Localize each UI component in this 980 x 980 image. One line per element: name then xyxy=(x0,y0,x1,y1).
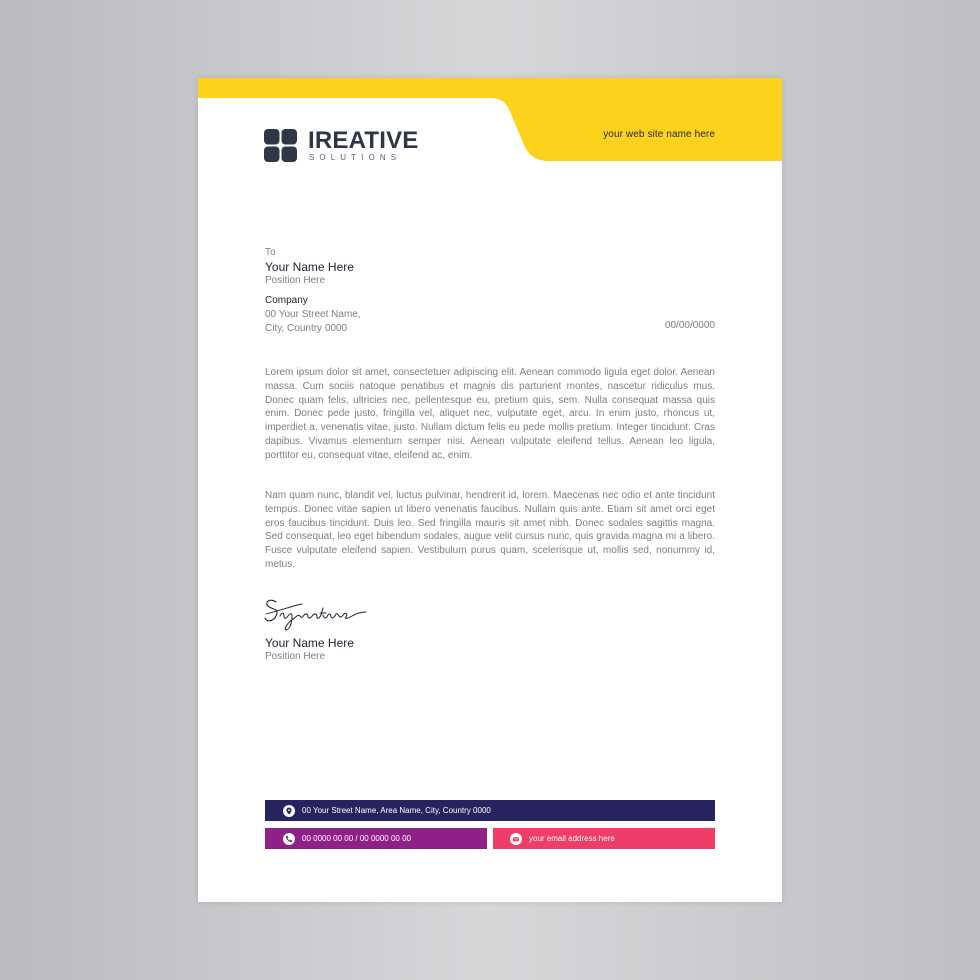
footer-address-text: 00 Your Street Name, Area Name, City, Country 0000 xyxy=(302,806,491,815)
handwritten-signature xyxy=(262,592,372,634)
sender-name: Your Name Here xyxy=(265,636,354,650)
phone-icon xyxy=(283,833,295,845)
to-label: To xyxy=(265,247,276,258)
sender-block xyxy=(265,636,354,664)
four-rounded-squares-icon xyxy=(264,129,297,162)
letterhead-page xyxy=(198,78,782,902)
envelope-icon xyxy=(510,833,522,845)
location-pin-icon xyxy=(283,805,295,817)
recipient-name: Your Name Here xyxy=(265,260,354,274)
company-label: Company xyxy=(265,295,308,306)
city-country: City, Country 0000 xyxy=(265,323,348,334)
website-text: your web site name here xyxy=(603,129,715,140)
sender-position: Position Here xyxy=(265,651,326,662)
footer-email-bar xyxy=(493,828,715,849)
logo-subtitle: SOLUTIONS xyxy=(309,153,402,162)
footer-phone-text: 00 0000 00 00 / 00 0000 00 00 xyxy=(302,834,411,843)
street-address: 00 Your Street Name, xyxy=(265,309,361,320)
body-paragraph-2: Nam quam nunc, blandit vel, luctus pulvinar, hendrerit id, lorem. Maecenas nec odio et ante tincidunt tempus. Donec vitae sapien ut libero venenatis faucibus. Nullam quis ante. Etiam sit amet orci eget eros faucibus tincidunt. Duis leo. Sed fringilla mauris sit amet nibh. Donec sodales sagittis magna. Sed consequat, leo eget bibendum sodales, augue velit cursus nunc, quis gravida magna mi a libero. Fusce vulputate eleifend sapien. Vestibulum purus quam, scelerisque ut, mollis sed, nonummy id, metus. xyxy=(265,490,715,570)
footer-email-text: your email address here xyxy=(529,834,615,843)
logo-wordmark: IREATIVE xyxy=(308,127,419,154)
signature-text: Signature xyxy=(262,592,267,593)
recipient-position: Position Here xyxy=(265,275,326,286)
letter-date: 00/00/0000 xyxy=(664,320,715,331)
footer-phone-bar xyxy=(265,828,487,849)
footer-address-bar xyxy=(265,800,715,821)
recipient-block xyxy=(265,246,715,336)
body-paragraph-1: Lorem ipsum dolor sit amet, consectetuer adipiscing elit. Aenean commodo ligula eget dolor. Aenean massa. Cum sociis natoque penatibus et magnis dis parturient montes, nascetur ridiculus mus. Donec quam felis, ultricies nec, pellentesque eu, pretium quis, sem. Nulla consequat massa quis enim. Donec pede justo, fringilla vel, aliquet nec, vulputate eget, arcu. In enim justo, rhoncus ut, imperdiet a, venenatis vitae, justo. Nullam dictum felis eu pede mollis pretium. Integer tincidunt. Cras dapibus. Vivamus elementum semper nisi. Aenean vulputate eleifend tellus. Aenean leo ligula, porttitor eu, consequat vitae, eleifend ac, enim. xyxy=(265,367,715,461)
